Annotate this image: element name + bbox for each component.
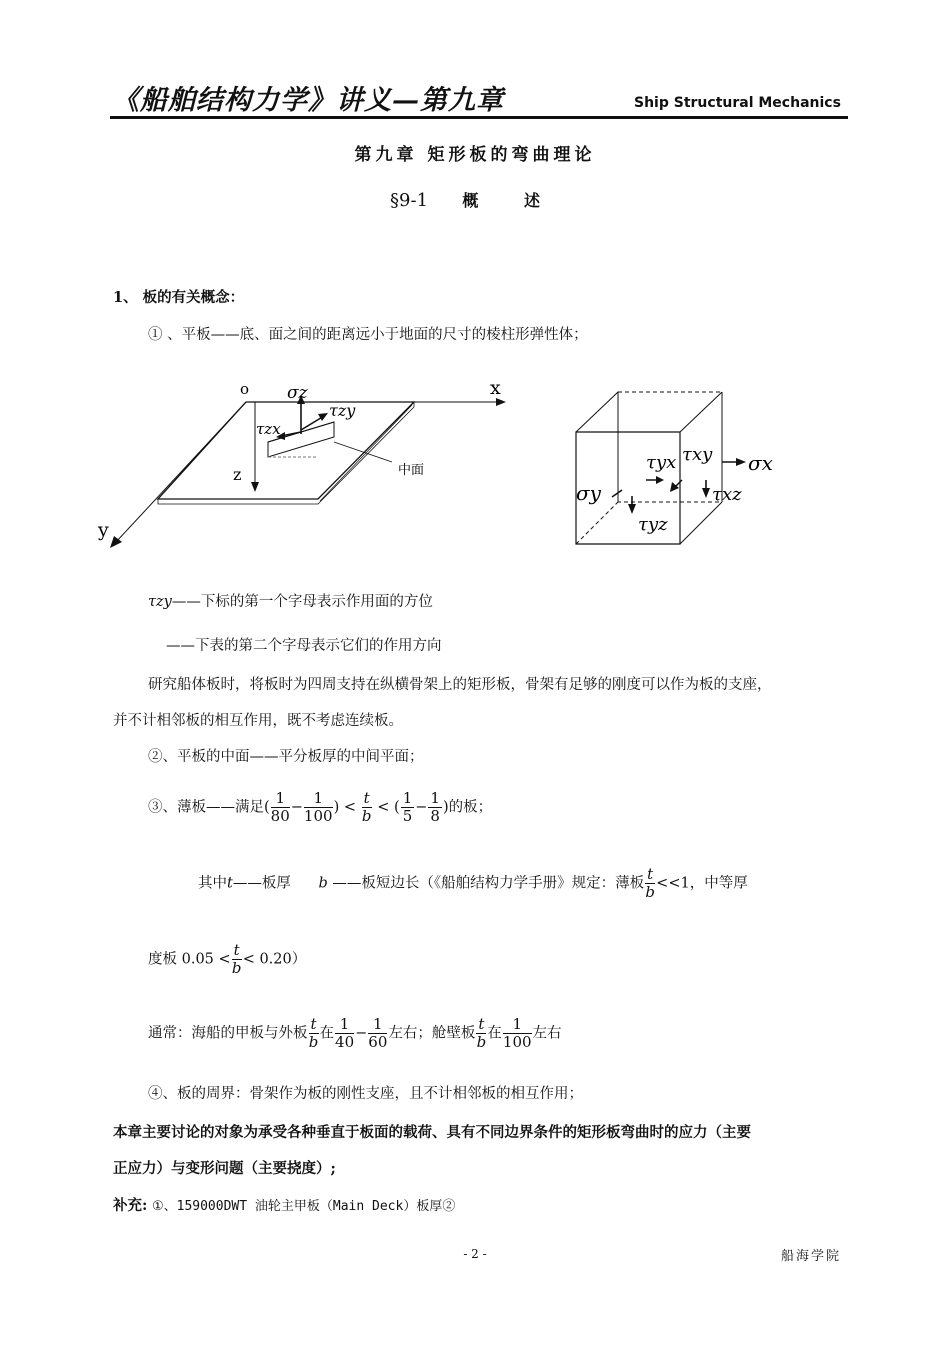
where-line: 其中t——板厚 b ——板短边长（《船舶结构力学手册》规定：薄板 $\frac{t}{b}$ <<1，中等厚	[198, 865, 748, 901]
x-axis-label: x	[490, 377, 501, 399]
footer-school: 船海学院	[781, 1249, 842, 1264]
tau-zx-label: τzx	[256, 420, 281, 438]
z-axis-label: z	[233, 465, 242, 484]
para-study-2: 并不计相邻板的相互作用，既不考虑连续板。	[113, 713, 403, 729]
fraction-t-b: $\frac{t}{b}$	[361, 789, 372, 825]
fraction-1-40: $\frac{1}{40}$	[335, 1015, 355, 1051]
fraction-t-b-4: $\frac{t}{b}$	[308, 1015, 319, 1051]
fraction-1-100: $\frac{1}{100}$	[303, 789, 333, 825]
section-title	[0, 188, 950, 211]
def-plate: ① 、平板——底、面之间的距离远小于地面的尺寸的棱柱形弹性体；	[148, 327, 588, 343]
usual-line: 通常：海船的甲板与外板 $\frac{t}{b}$ 在 $\frac{1}{40}$ − $\frac{1}{60}$ 左右；舱壁板 $\frac{t}{b}$ 在 $\frac{1}{100}$ 左右	[148, 1015, 562, 1051]
section-number: §9-1	[390, 190, 429, 211]
tau-yx-label: τyx	[646, 452, 677, 473]
header-rule	[110, 116, 848, 119]
sigma-z-label: σz	[287, 383, 308, 403]
y-axis-line	[116, 402, 246, 542]
origin-label: o	[240, 380, 250, 398]
def-midplane: ②、平板的中面——平分板厚的中间平面；	[148, 749, 424, 765]
medium-plate-line: 度板 0.05 < $\frac{t}{b}$ < 0.20）	[148, 941, 307, 977]
tau-xz-label: τxz	[712, 484, 742, 505]
section-name: 概 述	[462, 191, 560, 210]
chapter-title: 第九章 矩形板的弯曲理论	[354, 145, 596, 165]
header-subtitle: Ship Structural Mechanics	[634, 95, 841, 111]
tau-zy-symbol: τzy	[148, 594, 172, 610]
fraction-1-60: $\frac{1}{60}$	[368, 1015, 388, 1051]
supplement-line: 补充: ①、159000DWT 油轮主甲板（Main Deck）板厚②	[113, 1197, 456, 1214]
para-study-1: 研究船体板时，将板时为四周支持在纵横骨架上的矩形板，骨架有足够的刚度可以作为板的支座，	[148, 677, 772, 693]
y-axis-label: y	[98, 519, 109, 541]
fraction-1-80: $\frac{1}{80}$	[270, 789, 290, 825]
subscript-note-1: τzy——下标的第一个字母表示作用面的方位	[148, 594, 433, 610]
cube-figure	[560, 380, 790, 550]
subscript-note-2: ——下表的第二个字母表示它们的作用方向	[166, 638, 442, 654]
mid-plane-label: 中面	[398, 463, 425, 478]
tau-zy-label: τzy	[329, 401, 356, 420]
tau-xy-label: τxy	[682, 444, 713, 465]
tau-yz-label: τyz	[638, 514, 668, 535]
header-title: 《船舶结构力学》讲义—第九章	[112, 85, 504, 116]
chapter-focus-2: 正应力）与变形问题（主要挠度）;	[113, 1160, 336, 1177]
def-boundary: ④、板的周界：骨架作为板的刚性支座，且不计相邻板的相互作用；	[148, 1086, 583, 1102]
sigma-x-label: σx	[748, 451, 773, 475]
plate-edge	[158, 402, 414, 504]
fraction-t-b-5: $\frac{t}{b}$	[476, 1015, 487, 1051]
item1-heading: 1、 板的有关概念：	[113, 289, 245, 306]
fraction-t-b-3: $\frac{t}{b}$	[231, 941, 242, 977]
sigma-y-label: σy	[576, 481, 601, 505]
chapter-focus-1: 本章主要讨论的对象为承受各种垂直于板面的载荷、具有不同边界条件的矩形板弯曲时的应力（主要	[113, 1124, 751, 1141]
plate-top-face	[158, 402, 414, 499]
plate-figure	[96, 372, 536, 552]
page-number: - 2 -	[463, 1247, 487, 1261]
fraction-1-5: $\frac{1}{5}$	[402, 789, 413, 825]
fraction-t-b-2: $\frac{t}{b}$	[645, 865, 655, 901]
fraction-1-8: $\frac{1}{8}$	[430, 789, 440, 825]
thin-plate-definition: ③、薄板——满足( $\frac{1}{80}$ − $\frac{1}{100}$ ) < $\frac{t}{b}$ < ( $\frac{1}{5}$ − $\frac{1}{8}$ )的板；	[148, 789, 493, 825]
fraction-1-100-b: $\frac{1}{100}$	[502, 1015, 532, 1051]
